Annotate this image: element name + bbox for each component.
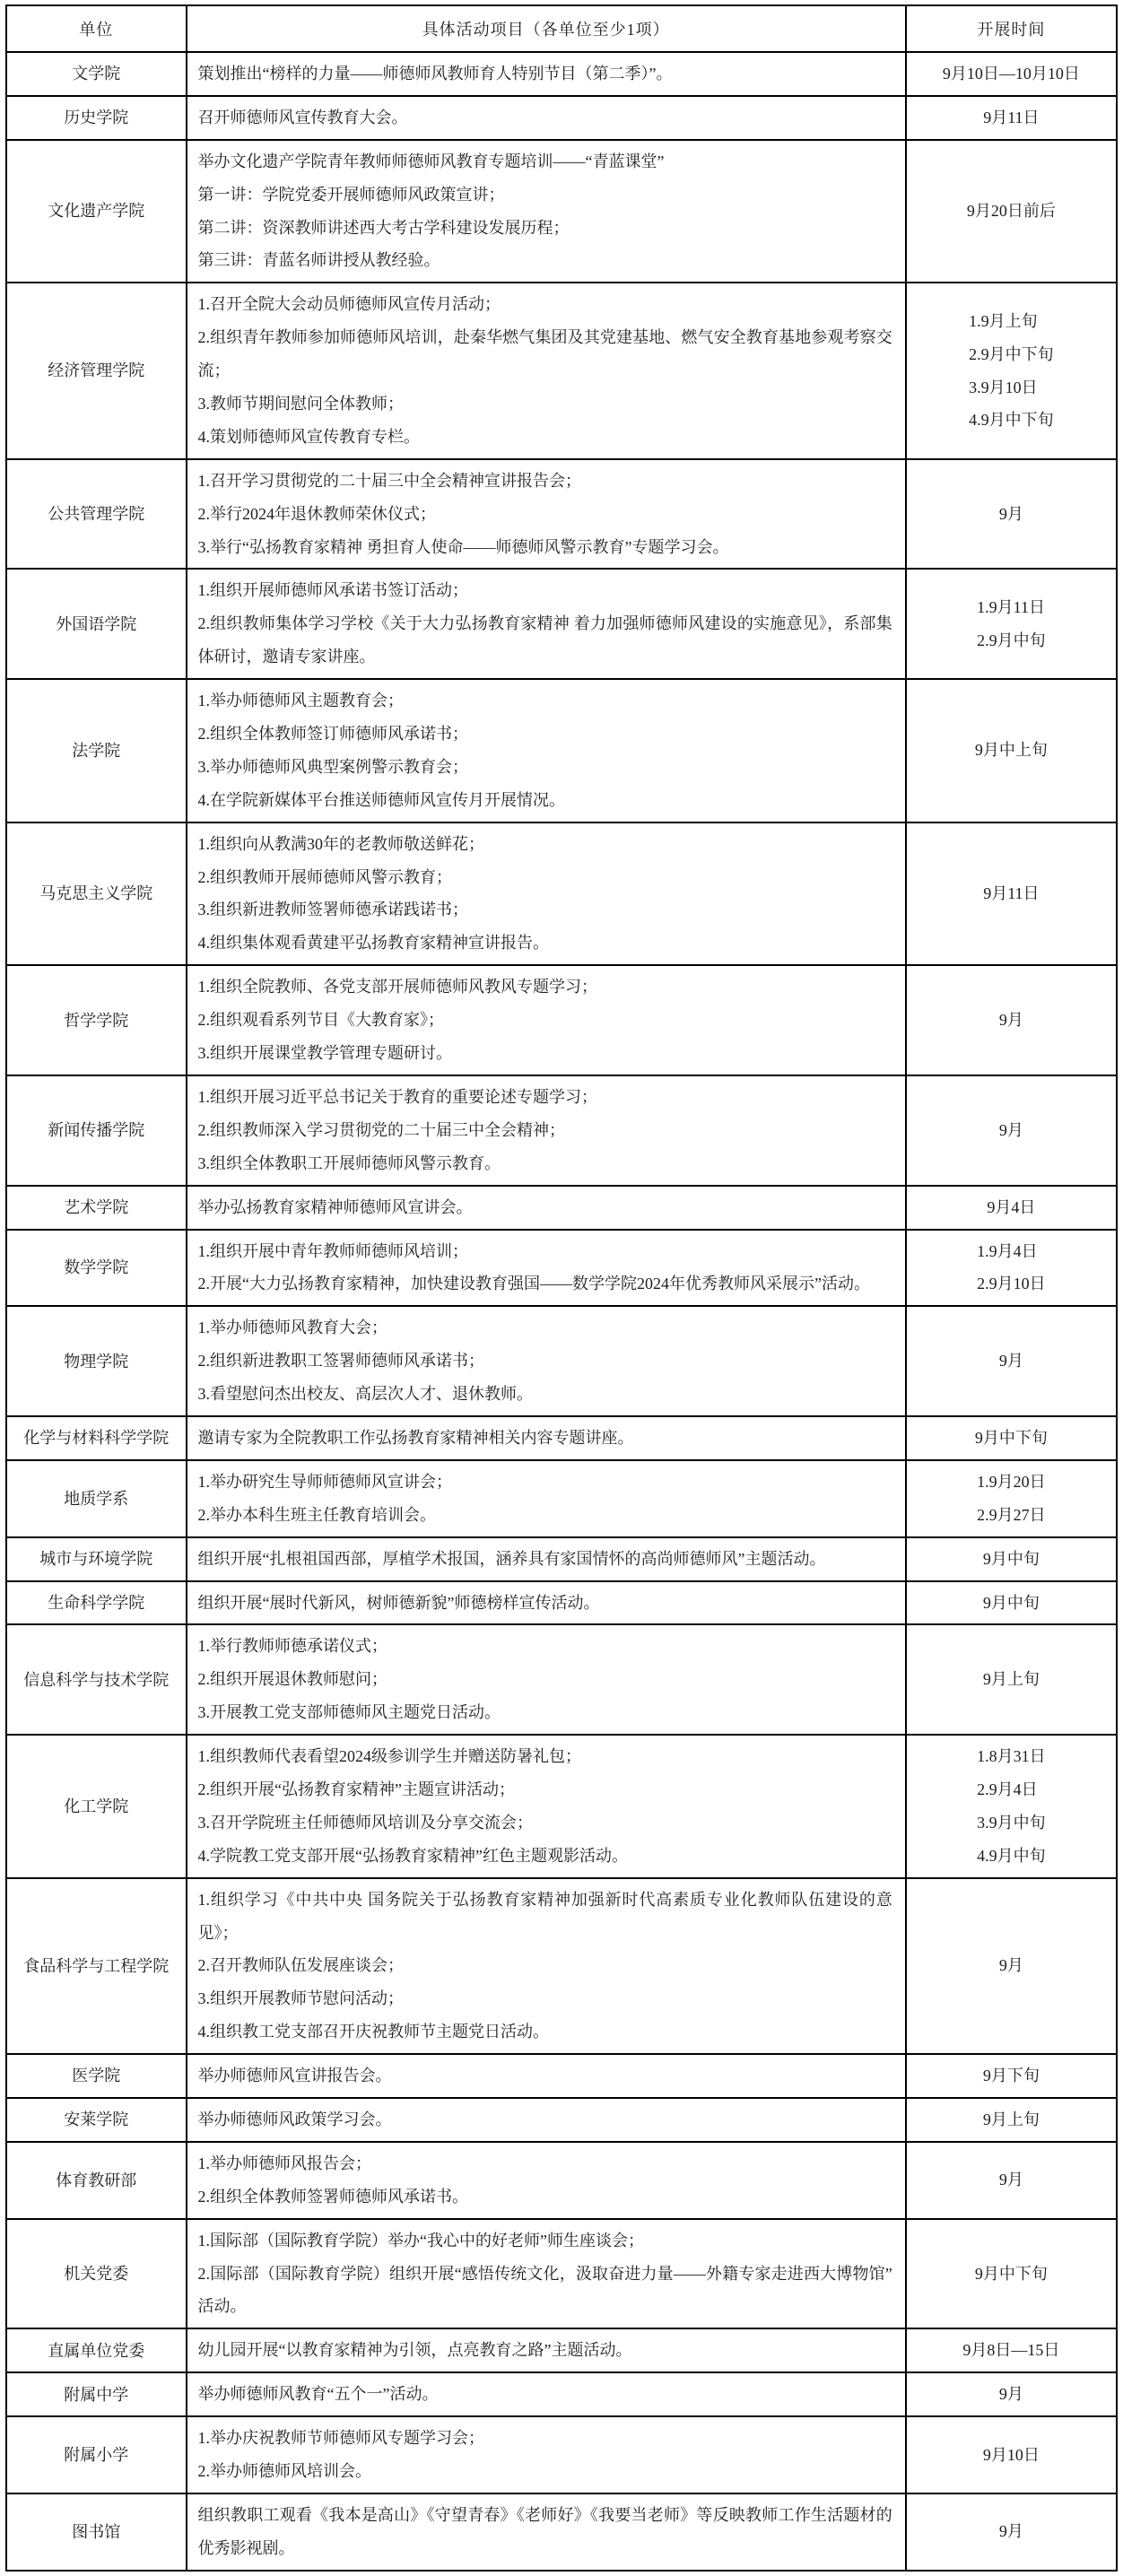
- unit-cell: 外国语学院: [6, 569, 187, 679]
- activities-cell: [187, 1878, 906, 2054]
- table-row: [6, 2328, 1117, 2372]
- unit-cell: 哲学学院: [6, 965, 187, 1075]
- unit-cell: 食品科学与工程学院: [6, 1878, 187, 2054]
- unit-cell: 法学院: [6, 679, 187, 822]
- time-cell: [906, 1735, 1117, 1878]
- activities-cell: [187, 140, 906, 283]
- activity-item: 2.组织教师开展师德师风警示教育；: [197, 867, 453, 886]
- table-row: [6, 1735, 1117, 1878]
- unit-cell: 数学学院: [6, 1230, 187, 1307]
- unit-cell: 直属单位党委: [6, 2328, 187, 2372]
- time-item: 3.9月中旬: [977, 1813, 1046, 1832]
- time-cell: [906, 1537, 1117, 1581]
- activities-cell: [187, 1460, 906, 1537]
- unit-cell: 经济管理学院: [6, 283, 187, 458]
- time-block: [987, 1191, 1035, 1224]
- time-block: [975, 2258, 1048, 2291]
- table-row: [6, 822, 1117, 966]
- activity-item: 3.召开学院班主任师德师风培训及分享交流会；: [197, 1813, 534, 1832]
- activities-cell: [187, 1416, 906, 1460]
- time-item: 9月: [998, 1011, 1023, 1030]
- table-row: [6, 283, 1117, 458]
- time-cell: [906, 1306, 1117, 1416]
- time-item: 2.9月中旬: [977, 631, 1046, 649]
- activity-item: 3.组织开展教师节慰问活动；: [197, 1989, 405, 2008]
- table-row: [6, 2416, 1117, 2493]
- activities-cell: [187, 2098, 906, 2142]
- activity-item: 第二讲：资深教师讲述西大考古学科建设发展历程；: [197, 218, 570, 237]
- activities-cell: [187, 1230, 906, 1307]
- time-cell: [906, 1460, 1117, 1537]
- table-row: [6, 569, 1117, 679]
- activity-item: 组织教职工观看《我本是高山》《守望青春》《老师好》《我要当老师》等反映教师工作生活题材的优秀影视剧。: [197, 2505, 892, 2557]
- time-cell: [906, 283, 1117, 458]
- time-block: [999, 1345, 1023, 1378]
- time-item: 9月上旬: [982, 1670, 1040, 1689]
- time-item: 9月上旬: [982, 2110, 1040, 2128]
- time-item: 9月8日—15日: [962, 2341, 1060, 2360]
- table-row: [6, 1878, 1117, 2054]
- activity-item: 2.组织教师集体学习学校《关于大力弘扬教育家精神 着力加强师德师风建设的实施意见》，系部集体研讨，邀请专家讲座。: [197, 614, 892, 666]
- time-cell: [906, 822, 1117, 966]
- time-item: 9月4日: [987, 1197, 1036, 1216]
- activity-item: 1.召开全院大会动员师德师风宣传月活动；: [197, 295, 501, 314]
- activity-item: 1.组织学习《中共中央 国务院关于弘扬教育家精神加强新时代高素质专业化教师队伍建设的意见》；: [197, 1890, 892, 1942]
- table-row: [6, 1186, 1117, 1230]
- table-row: [6, 52, 1117, 96]
- time-block: [975, 1422, 1048, 1455]
- activity-item: 举办师德师风教育“五个一”活动。: [197, 2385, 439, 2404]
- time-block: [983, 877, 1039, 910]
- unit-cell: 城市与环境学院: [6, 1537, 187, 1581]
- activities-cell: [187, 283, 906, 458]
- time-item: 1.9月4日: [977, 1241, 1038, 1260]
- activity-item: 2.举行2024年退休教师荣休仪式；: [197, 504, 437, 523]
- activity-item: 3.组织开展课堂教学管理专题研讨。: [197, 1044, 453, 1063]
- activity-item: 策划推出“榜样的力量——师德师风教师育人特别节目（第二季）”。: [197, 65, 673, 83]
- time-item: 9月11日: [983, 108, 1040, 126]
- activities-cell: [187, 1624, 906, 1735]
- activity-item: 2.组织观看系列节目《大教育家》；: [197, 1011, 445, 1030]
- activities-table: [5, 4, 1118, 2572]
- activity-item: 4.策划师德师风宣传教育专栏。: [197, 427, 421, 446]
- activities-cell: [187, 2416, 906, 2493]
- activity-item: 2.组织开展“弘扬教育家精神”主题宣讲活动；: [197, 1780, 516, 1798]
- time-item: 9月: [998, 504, 1023, 523]
- activity-item: 4.学院教工党支部开展“弘扬教育家精神”红色主题观影活动。: [197, 1846, 629, 1865]
- time-item: 2.9月10日: [977, 1275, 1046, 1293]
- unit-cell: 生命科学学院: [6, 1581, 187, 1625]
- col-header-time: 开展时间: [906, 5, 1117, 52]
- time-item: 2.9月中下旬: [969, 344, 1054, 363]
- table-row: [6, 459, 1117, 570]
- time-item: 9月10日—10月10日: [942, 65, 1080, 83]
- activity-item: 1.组织开展中青年教师师德师风培训；: [197, 1241, 469, 1260]
- activity-item: 3.组织全体教职工开展师德师风警示教育。: [197, 1153, 501, 1172]
- time-block: [983, 2103, 1040, 2137]
- table-row: [6, 2098, 1117, 2142]
- time-block: [983, 101, 1039, 135]
- unit-cell: 地质学系: [6, 1460, 187, 1537]
- time-cell: [906, 965, 1117, 1075]
- time-block: [967, 195, 1056, 228]
- activity-item: 1.组织开展师德师风承诺书签订活动；: [197, 581, 469, 600]
- table-row: [6, 1624, 1117, 1735]
- activity-item: 组织开展“展时代新风，树师德新貌”师德榜样宣传活动。: [197, 1593, 600, 1612]
- time-block: [999, 2163, 1023, 2197]
- activities-cell: [187, 1186, 906, 1230]
- activities-cell: [187, 1735, 906, 1878]
- activity-item: 2.国际部（国际教育学院）组织开展“感悟传统文化，汲取奋进力量——外籍专家走进西大博物馆”活动。: [197, 2264, 892, 2316]
- activity-item: 第一讲：学院党委开展师德师风政策宣讲；: [197, 185, 505, 204]
- time-block: [969, 305, 1054, 438]
- time-cell: [906, 1878, 1117, 2054]
- time-item: 3.9月10日: [969, 378, 1038, 396]
- time-block: [977, 1466, 1046, 1532]
- activity-item: 3.举行“弘扬教育家精神 勇担育人使命——师德师风警示教育”专题学习会。: [197, 537, 729, 556]
- unit-cell: 医学院: [6, 2054, 187, 2098]
- time-item: 2.9月27日: [977, 1505, 1046, 1524]
- activity-item: 4.组织集体观看黄建平弘扬教育家精神宣讲报告。: [197, 934, 550, 953]
- time-block: [962, 2334, 1059, 2367]
- activities-cell: [187, 679, 906, 822]
- unit-cell: 附属小学: [6, 2416, 187, 2493]
- time-cell: [906, 2372, 1117, 2416]
- time-block: [983, 1587, 1040, 1620]
- table-row: [6, 2372, 1117, 2416]
- time-item: 9月中下旬: [974, 1428, 1048, 1447]
- activity-item: 2.组织青年教师参加师德师风培训，赴秦华燃气集团及其党建基地、燃气安全教育基地参观考察交流；: [197, 328, 892, 380]
- activity-item: 1.举办师德师风报告会；: [197, 2154, 372, 2172]
- time-block: [983, 1543, 1040, 1576]
- unit-cell: 安莱学院: [6, 2098, 187, 2142]
- time-item: 9月中下旬: [974, 2264, 1048, 2283]
- activity-item: 1.召开学习贯彻党的二十届三中全会精神宣讲报告会；: [197, 471, 582, 490]
- time-item: 1.9月上旬: [969, 311, 1038, 330]
- activities-cell: [187, 1581, 906, 1625]
- activity-item: 3.开展教工党支部师德师风主题党日活动。: [197, 1703, 501, 1722]
- activity-item: 4.在学院新媒体平台推送师德师风宣传月开展情况。: [197, 790, 566, 809]
- activities-cell: [187, 822, 906, 966]
- time-item: 9月: [998, 2171, 1023, 2189]
- activities-cell: [187, 2219, 906, 2329]
- time-item: 9月中旬: [982, 1593, 1040, 1612]
- time-block: [975, 734, 1048, 767]
- activity-item: 举办师德师风宣讲报告会。: [197, 2067, 392, 2085]
- time-item: 9月: [998, 2385, 1023, 2404]
- activity-item: 幼儿园开展“以教育家精神为引领，点亮教育之路”主题活动。: [197, 2341, 632, 2360]
- activity-item: 3.举办师德师风典型案例警示教育会；: [197, 757, 469, 776]
- time-block: [999, 2515, 1023, 2548]
- activities-cell: [187, 1306, 906, 1416]
- activities-cell: [187, 2328, 906, 2372]
- activities-cell: [187, 52, 906, 96]
- activity-item: 2.举办师德师风培训会。: [197, 2462, 372, 2480]
- table-row: [6, 1416, 1117, 1460]
- unit-cell: 化学与材料科学学院: [6, 1416, 187, 1460]
- activities-cell: [187, 96, 906, 140]
- activities-cell: [187, 569, 906, 679]
- time-cell: [906, 2493, 1117, 2571]
- unit-cell: 历史学院: [6, 96, 187, 140]
- activities-cell: [187, 965, 906, 1075]
- unit-cell: 文化遗产学院: [6, 140, 187, 283]
- table-row: [6, 1537, 1117, 1581]
- activities-cell: [187, 1075, 906, 1186]
- time-item: 2.9月4日: [977, 1780, 1038, 1798]
- time-cell: [906, 1230, 1117, 1307]
- activity-item: 2.组织全体教师签署师德师风承诺书。: [197, 2187, 469, 2206]
- table-row: [6, 2493, 1117, 2571]
- table-row: [6, 679, 1117, 822]
- time-item: 9月中上旬: [974, 741, 1048, 760]
- unit-cell: 机关党委: [6, 2219, 187, 2329]
- table-row: [6, 2219, 1117, 2329]
- table-row: [6, 1306, 1117, 1416]
- unit-cell: 物理学院: [6, 1306, 187, 1416]
- unit-cell: 公共管理学院: [6, 459, 187, 570]
- time-item: 4.9月中旬: [977, 1846, 1046, 1865]
- time-cell: [906, 1186, 1117, 1230]
- activity-item: 2.组织教师深入学习贯彻党的二十届三中全会精神；: [197, 1120, 566, 1139]
- table-row: [6, 1075, 1117, 1186]
- time-item: 9月: [998, 1956, 1023, 1975]
- activity-item: 举办文化遗产学院青年教师师德师风教育专题培训——“青蓝课堂”: [197, 152, 665, 170]
- time-block: [999, 1004, 1023, 1037]
- time-cell: [906, 2219, 1117, 2329]
- time-item: 4.9月中下旬: [969, 411, 1054, 430]
- activities-cell: [187, 2493, 906, 2571]
- time-item: 9月: [998, 2522, 1023, 2541]
- unit-cell: 图书馆: [6, 2493, 187, 2571]
- unit-cell: 新闻传播学院: [6, 1075, 187, 1186]
- table-row: [6, 965, 1117, 1075]
- activity-item: 2.组织开展退休教师慰问；: [197, 1670, 388, 1689]
- activity-item: 1.组织教师代表看望2024级参训学生并赠送防暑礼包；: [197, 1747, 582, 1766]
- time-block: [983, 2439, 1040, 2472]
- time-block: [977, 1235, 1046, 1301]
- unit-cell: 化工学院: [6, 1735, 187, 1878]
- time-cell: [906, 96, 1117, 140]
- table-body: [6, 52, 1117, 2571]
- activity-item: 1.举办研究生导师师德师风宣讲会；: [197, 1472, 453, 1491]
- table-row: [6, 1581, 1117, 1625]
- table-row: [6, 140, 1117, 283]
- time-item: 9月: [998, 1352, 1023, 1371]
- activity-item: 1.组织开展习近平总书记关于教育的重要论述专题学习；: [197, 1087, 598, 1106]
- time-block: [983, 2059, 1040, 2093]
- time-cell: [906, 52, 1117, 96]
- col-header-unit: 单位: [6, 5, 187, 52]
- time-block: [999, 2378, 1023, 2411]
- activity-item: 1.举办师德师风教育大会；: [197, 1318, 388, 1337]
- time-block: [999, 1114, 1023, 1147]
- activity-item: 组织开展“扎根祖国西部，厚植学术报国，涵养具有家国情怀的高尚师德师风”主题活动。: [197, 1549, 826, 1568]
- time-block: [943, 57, 1080, 91]
- time-cell: [906, 1075, 1117, 1186]
- time-item: 9月11日: [983, 884, 1040, 903]
- unit-cell: 马克思主义学院: [6, 822, 187, 966]
- table-row: [6, 1230, 1117, 1307]
- time-item: 1.9月20日: [977, 1472, 1046, 1491]
- time-item: 9月10日: [982, 2445, 1040, 2464]
- time-block: [977, 591, 1046, 657]
- time-block: [999, 1949, 1023, 1982]
- time-item: 9月下旬: [982, 2067, 1040, 2085]
- time-item: 9月: [998, 1120, 1023, 1139]
- activities-cell: [187, 1537, 906, 1581]
- time-cell: [906, 679, 1117, 822]
- time-item: 9月中旬: [982, 1549, 1040, 1568]
- time-cell: [906, 140, 1117, 283]
- activity-item: 3.组织新进教师签署师德承诺践诺书；: [197, 901, 469, 919]
- activities-cell: [187, 2372, 906, 2416]
- activity-item: 3.看望慰问杰出校友、高层次人才、退休教师。: [197, 1385, 534, 1404]
- time-cell: [906, 569, 1117, 679]
- activity-item: 4.组织教工党支部召开庆祝教师节主题党日活动。: [197, 2023, 550, 2041]
- unit-cell: 附属中学: [6, 2372, 187, 2416]
- activity-item: 2.组织新进教职工签署师德师风承诺书；: [197, 1352, 485, 1371]
- col-header-activities: 具体活动项目（各单位至少1项）: [187, 5, 906, 52]
- time-cell: [906, 2098, 1117, 2142]
- table-row: [6, 2054, 1117, 2098]
- time-block: [999, 498, 1023, 531]
- table-row: [6, 2142, 1117, 2219]
- unit-cell: 体育教研部: [6, 2142, 187, 2219]
- activity-item: 1.国际部（国际教育学院）举办“我心中的好老师”师生座谈会；: [197, 2231, 645, 2250]
- activity-item: 3.教师节期间慰问全体教师；: [197, 395, 405, 413]
- activity-item: 第三讲：青蓝名师讲授从教经验。: [197, 251, 440, 270]
- activity-item: 2.组织全体教师签订师德师风承诺书；: [197, 725, 469, 744]
- time-cell: [906, 2416, 1117, 2493]
- table-row: [6, 96, 1117, 140]
- unit-cell: 信息科学与技术学院: [6, 1624, 187, 1735]
- activity-item: 1.组织全院教师、各党支部开展师德师风教风专题学习；: [197, 978, 598, 996]
- activity-item: 1.举办师德师风主题教育会；: [197, 692, 405, 710]
- time-item: 9月20日前后: [966, 202, 1056, 221]
- activity-item: 举办师德师风政策学习会。: [197, 2110, 392, 2128]
- unit-cell: 艺术学院: [6, 1186, 187, 1230]
- activity-item: 1.举办庆祝教师节师德师风专题学习会；: [197, 2429, 485, 2448]
- header-row: [6, 5, 1117, 52]
- time-cell: [906, 1624, 1117, 1735]
- activity-item: 1.举行教师师德承诺仪式；: [197, 1637, 388, 1656]
- activities-cell: [187, 2142, 906, 2219]
- activities-cell: [187, 459, 906, 570]
- time-cell: [906, 1416, 1117, 1460]
- unit-cell: 文学院: [6, 52, 187, 96]
- activity-item: 召开师德师风宣传教育大会。: [197, 108, 408, 126]
- time-item: 1.9月11日: [977, 597, 1045, 616]
- activity-item: 邀请专家为全院教职工作弘扬教育家精神相关内容专题讲座。: [197, 1428, 634, 1447]
- activity-item: 1.组织向从教满30年的老教师敬送鲜花；: [197, 834, 485, 853]
- time-cell: [906, 459, 1117, 570]
- time-cell: [906, 2054, 1117, 2098]
- time-cell: [906, 2328, 1117, 2372]
- activities-cell: [187, 2054, 906, 2098]
- activity-item: 2.召开教师队伍发展座谈会；: [197, 1956, 405, 1975]
- activity-item: 2.举办本科生班主任教育培训会。: [197, 1505, 437, 1524]
- time-item: 1.8月31日: [977, 1747, 1046, 1766]
- time-cell: [906, 2142, 1117, 2219]
- activity-item: 举办弘扬教育家精神师德师风宣讲会。: [197, 1197, 473, 1216]
- time-cell: [906, 1581, 1117, 1625]
- table-row: [6, 1460, 1117, 1537]
- activity-item: 2.开展“大力弘扬教育家精神，加快建设教育强国——数学学院2024年优秀教师风采展示”活动。: [197, 1275, 871, 1293]
- time-block: [977, 1740, 1046, 1873]
- time-block: [983, 1663, 1040, 1696]
